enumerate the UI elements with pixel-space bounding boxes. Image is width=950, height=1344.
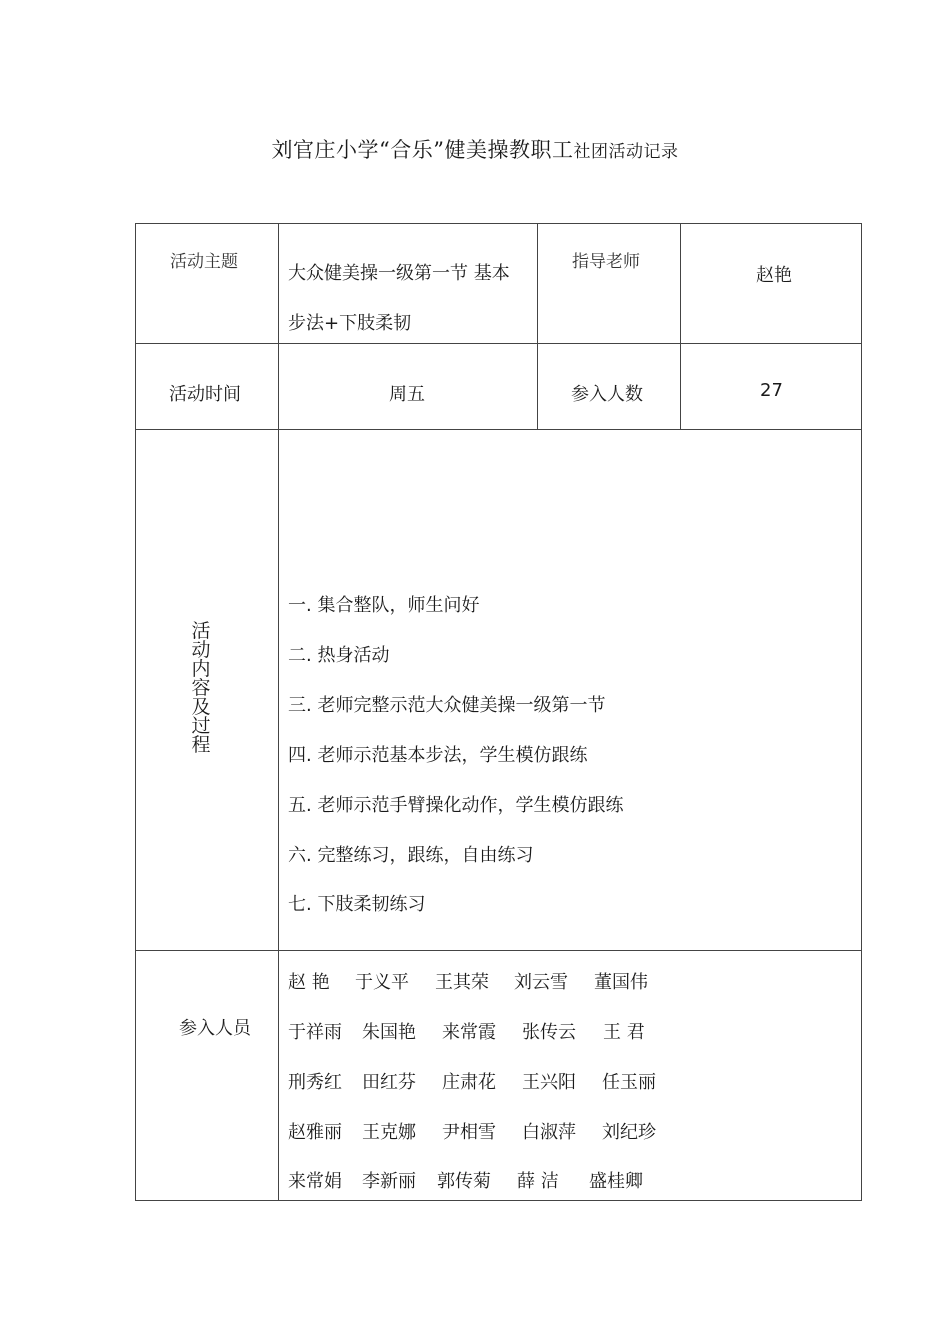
theme-value-line2: 步法+下肢柔韧	[288, 313, 412, 334]
count-label: 参入人数	[571, 384, 643, 405]
participant-name: 刘纪珍	[602, 1122, 656, 1143]
column-divider	[537, 223, 538, 429]
participant-name: 李新丽	[362, 1171, 416, 1192]
participant-name: 郭传菊	[437, 1171, 491, 1192]
participant-name: 赵雅丽	[288, 1122, 342, 1143]
participant-name: 王其荣	[435, 972, 489, 993]
theme-label: 活动主题	[170, 252, 238, 272]
participants-label: 参入人员	[179, 1018, 251, 1039]
participant-name: 王兴阳	[522, 1072, 576, 1093]
participant-name: 来常霞	[442, 1022, 496, 1043]
participant-name: 庄肃花	[442, 1072, 496, 1093]
content-step: 二. 热身活动	[288, 645, 390, 666]
participant-name: 王克娜	[362, 1122, 416, 1143]
column-divider	[680, 223, 681, 429]
time-label: 活动时间	[169, 384, 241, 405]
participant-name: 于祥雨	[288, 1022, 342, 1043]
participant-name: 于义平	[355, 972, 409, 993]
participant-name: 任玉丽	[602, 1072, 656, 1093]
teacher-label: 指导老师	[572, 252, 640, 272]
content-step: 五. 老师示范手臂操化动作，学生模仿跟练	[288, 795, 624, 816]
participant-name: 刑秀红	[288, 1072, 342, 1093]
page-title	[0, 134, 950, 164]
teacher-value: 赵艳	[756, 265, 792, 286]
content-step: 六. 完整练习，跟练，自由练习	[288, 845, 534, 866]
participant-name: 薛 洁	[517, 1171, 559, 1192]
participant-name: 来常娟	[288, 1171, 342, 1192]
participant-name: 尹相雪	[442, 1122, 496, 1143]
row-divider	[135, 429, 862, 430]
count-value: 27	[760, 380, 783, 401]
participant-name: 白淑萍	[522, 1122, 576, 1143]
participant-name: 刘云雪	[514, 972, 568, 993]
participant-name: 田红芬	[362, 1072, 416, 1093]
content-step: 一. 集合整队，师生问好	[288, 595, 480, 616]
participant-name: 赵 艳	[288, 972, 330, 993]
participant-name: 张传云	[522, 1022, 576, 1043]
content-step: 三. 老师完整示范大众健美操一级第一节	[288, 695, 606, 716]
content-label: 活动内容及过程	[191, 620, 211, 756]
participant-name: 盛桂卿	[589, 1171, 643, 1192]
theme-value-line1: 大众健美操一级第一节 基本	[288, 263, 510, 284]
title-suffix: 社团活动记录	[573, 142, 679, 162]
participant-name: 王 君	[603, 1022, 645, 1043]
content-step: 七. 下肢柔韧练习	[288, 894, 426, 915]
participant-name: 董国伟	[594, 972, 648, 993]
column-divider	[278, 223, 279, 1201]
row-divider	[135, 950, 862, 951]
title-main: 刘官庄小学“合乐”健美操教职工	[271, 138, 574, 162]
participant-name: 朱国艳	[362, 1022, 416, 1043]
time-value: 周五	[389, 384, 425, 405]
row-divider	[135, 343, 862, 344]
content-step: 四. 老师示范基本步法，学生模仿跟练	[288, 745, 588, 766]
